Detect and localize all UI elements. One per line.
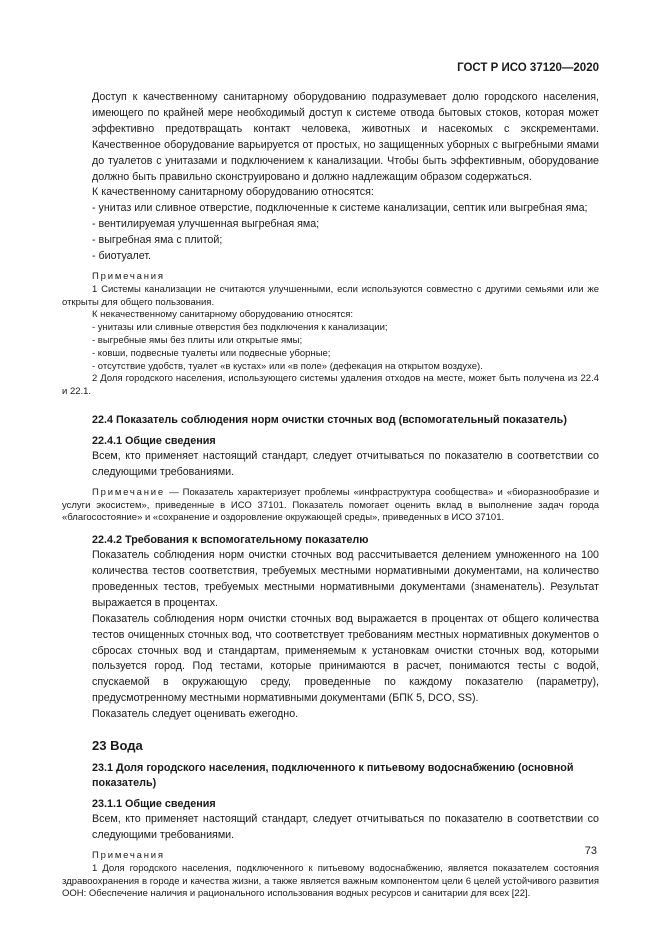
list-item: - выгребная яма с плитой;	[92, 234, 223, 247]
note-item: Примечание — Показатель характеризует проблемы «инфраструктура сообщества» и «биоразнообразие и услуги экосистем», приведенные в ИСО 37101. Показатель помогает оценить вклад в выполнение задач города «благосостояние» и «сохранение и оздоровление окружающей среды», приведенных в ИСО 37101.	[62, 486, 599, 524]
chapter-heading: 23 Вода	[92, 738, 143, 754]
subsection-heading: 22.4.1 Общие сведения	[92, 434, 216, 447]
subsection-heading: 23.1.1 Общие сведения	[92, 798, 216, 811]
list-item: - унитаз или сливное отверстие, подключенные к системе канализации, септик или выгребная яма;	[92, 202, 588, 215]
intro-paragraph: Доступ к качественному санитарному оборудованию подразумевает долю городского населения, имеющего по крайней мере необходимый доступ к системе отвода бытовых стоков, которая может эффективно предотвращать контакт человека, животных и насекомых с экскрементами. Качественное оборудование варьируется от простых, но защищенных уборных с выгребными ямами до туалетов с унитазами и подключением к канализации. Чтобы быть эффективным, оборудование должно быть правильно сконструировано и должно надлежащим образом содержаться.	[92, 91, 599, 183]
body-paragraph: Показатель соблюдения норм очистки сточных вод выражается в процентах от общего количества тестов очищенных сточных вод, что соответствует требованиям местных нормативных документов о сбросах сточных вод и стандартам, применяемым к установкам очистки сточных вод, которыми пользуется город. Под тестами, которые принимаются в расчет, понимаются тесты с водой, спускаемой в окружающую среду, проведенные по каждому показателю (параметру), предусмотренному местными нормативными документами (БПК 5, DCO, SS).	[92, 612, 599, 705]
note-item: К некачественному санитарному оборудованию относятся:	[92, 309, 354, 321]
body-paragraph: Показатель соблюдения норм очистки сточных вод рассчитывается делением умноженного на 100 количества тестов соответствия, требуемых местными нормативными документами, на количество проведенных тестов, требуемых местными нормативными документами (знаменатель). Результат выражается в процентах.	[92, 549, 599, 609]
note-list-item: - отсутствие удобств, туалет «в кустах» или «в поле» (дефекация на открытом воздухе).	[92, 360, 483, 372]
note-list-item: - ковши, подвесные туалеты или подвесные уборные;	[92, 347, 331, 359]
intro-list-lead: К качественному санитарному оборудованию относятся:	[92, 186, 374, 199]
page-content	[62, 90, 599, 901]
document-header: ГОСТ Р ИСО 37120—2020	[457, 62, 599, 74]
note-list-item: - выгребные ямы без плиты или открытые ямы;	[92, 334, 303, 346]
body-paragraph: Всем, кто применяет настоящий стандарт, следует отчитываться по показателю в соответствии со следующими требованиями.	[92, 449, 599, 478]
section-heading: 22.4 Показатель соблюдения норм очистки сточных вод (вспомогательный показатель)	[92, 413, 567, 426]
note-item: 2 Доля городского населения, использующего системы удаления отходов на месте, может быть получена из 22.4 и 22.1.	[62, 373, 599, 398]
notes-title: Примечания	[92, 849, 165, 861]
body-paragraph: Показатель следует оценивать ежегодно.	[92, 708, 299, 721]
notes-block	[62, 271, 599, 399]
body-paragraph: Всем, кто применяет настоящий стандарт, следует отчитываться по показателю в соответствии со следующими требованиями.	[92, 813, 599, 842]
page-number: 73	[584, 845, 597, 857]
list-item: - биотуалет.	[92, 250, 152, 263]
note-list-item: - унитазы или сливные отверстия без подключения к канализации;	[92, 322, 388, 334]
list-item: - вентилируемая улучшенная выгребная яма;	[92, 218, 320, 231]
note-label: Примечание	[92, 486, 165, 498]
note-item: 1 Доля городского населения, подключенного к питьевому водоснабжению, является показателем состояния здравоохранения в городе и качества жизни, а также является важным компонентом цели 6 целей устойчивого развития ООН: Обеспечение наличия и рационального использования водных ресурсов и санитарии для всех [22].	[62, 862, 599, 900]
section-heading: 23.1 Доля городского населения, подключенного к питьевому водоснабжению (основной показатель)	[92, 762, 574, 790]
subsection-heading: 22.4.2 Требования к вспомогательному показателю	[92, 534, 369, 547]
note-block	[62, 487, 599, 525]
note-item: 1 Системы канализации не считаются улучшенными, если используются совместно с другими семьями или же открыты для общего пользования.	[62, 283, 599, 308]
notes-block	[62, 850, 599, 901]
notes-title: Примечания	[92, 270, 165, 282]
